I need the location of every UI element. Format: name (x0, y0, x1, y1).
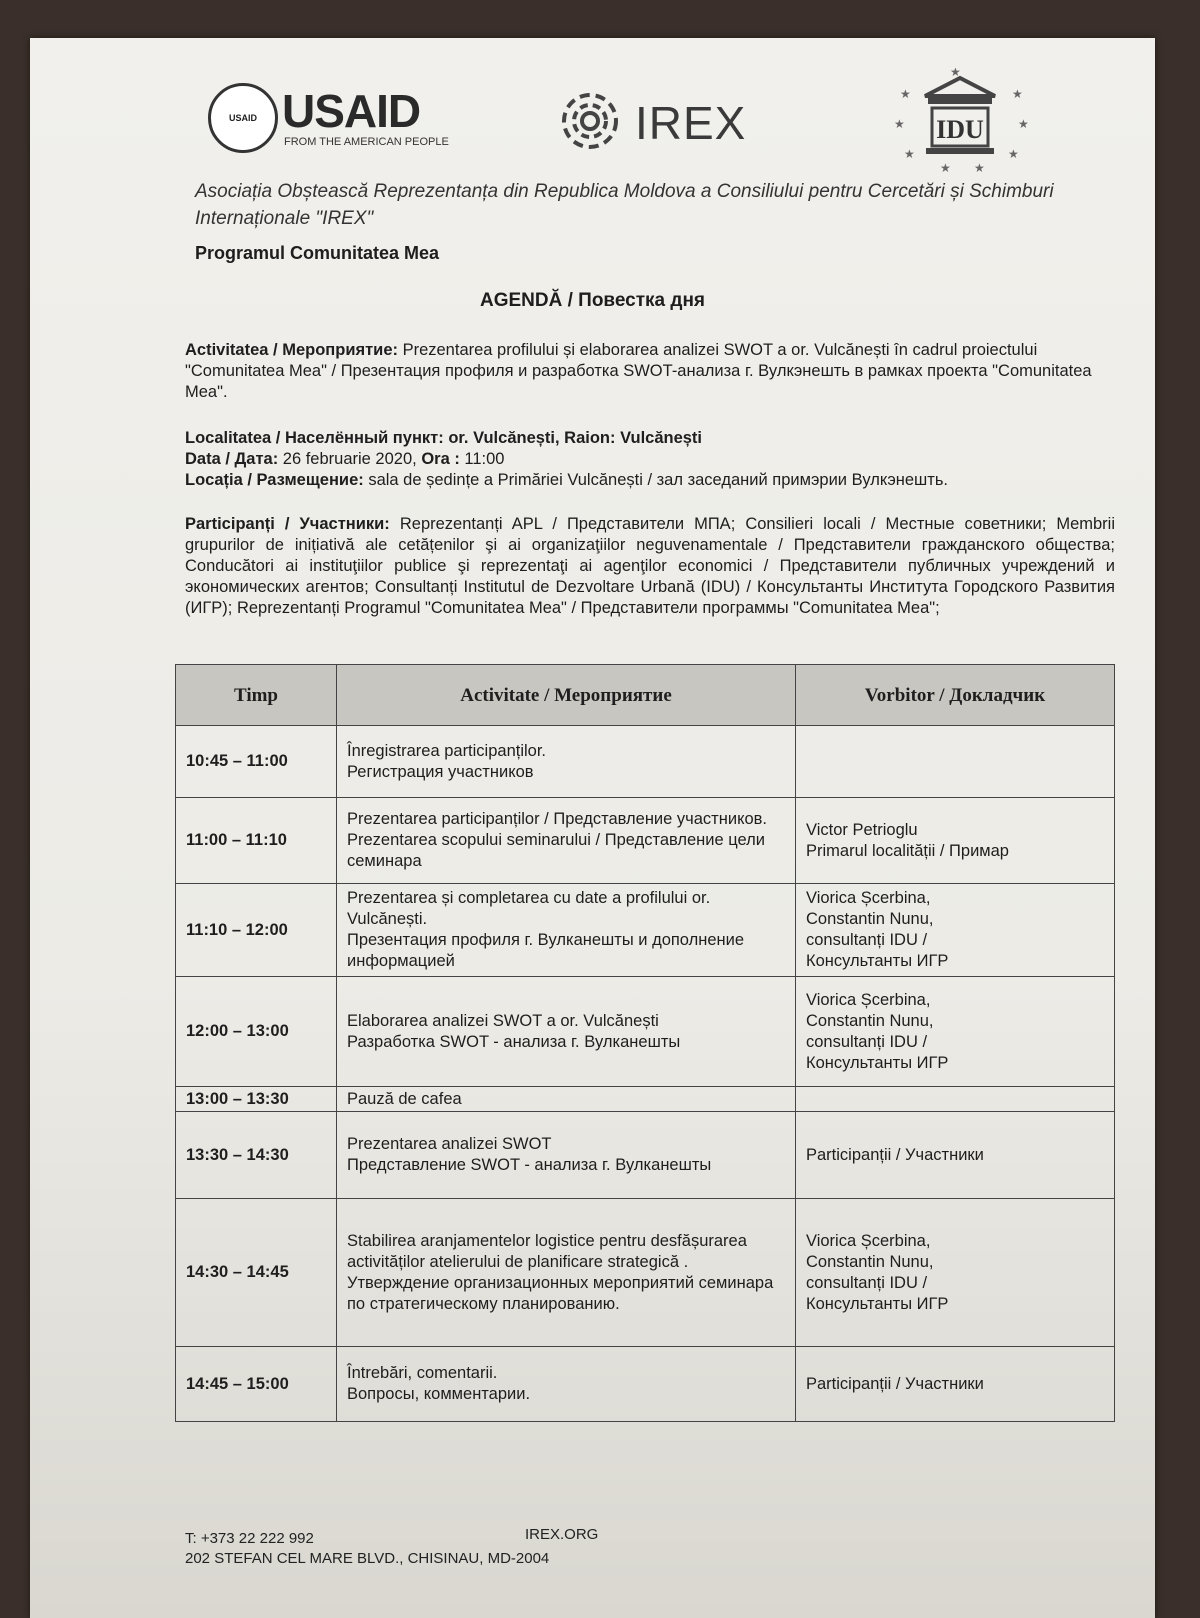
column-header-activity: Activitate / Мероприятие (337, 665, 796, 726)
footer-phone: T: +373 22 222 992 (185, 1530, 314, 1547)
cell-activity: Înregistrarea participanților. Регистрация участников (337, 726, 796, 798)
table-row (176, 1199, 1115, 1347)
svg-text:★: ★ (1008, 147, 1019, 161)
cell-activity: Întrebări, comentarii. Вопросы, комментарии. (337, 1347, 796, 1422)
usaid-tagline: FROM THE AMERICAN PEOPLE (284, 136, 449, 148)
cell-activity: Stabilirea aranjamentelor logistice pentru desfășurarea activităților atelierului de planificare strategică . Утверждение организационных мероприятий семинара по стратегическому планированию. (337, 1199, 796, 1347)
cell-activity: Pauză de cafea (337, 1087, 796, 1112)
table-row (176, 977, 1115, 1087)
cell-time: 12:00 – 13:00 (176, 977, 337, 1087)
activity-field: Activitatea / Мероприятие: Prezentarea profilului și elaborarea analizei SWOT a or. Vulcănești în cadrul proiectului "Comunitatea Mea" / Презентация профиля и разработка SWOT-анализа г. Вулкэнешть в рамках проекта "Comunitatea Mea". (185, 341, 1092, 401)
cell-speaker: Viorica Șcerbina, Constantin Nunu, consultanți IDU / Консультанты ИГР (796, 977, 1115, 1087)
organization-name: Asociația Obștească Reprezentanța din Republica Moldova a Consiliului pentru Cercetări și Schimburi Internaționale "IREX" (195, 181, 1054, 229)
location-field: Locația / Размещение: sala de ședințe a Primăriei Vulcănești / зал заседаний примэрии Вулкэнешть. (185, 471, 949, 489)
svg-text:★: ★ (894, 117, 905, 131)
svg-text:★: ★ (950, 68, 961, 79)
svg-text:★: ★ (1018, 117, 1029, 131)
table-row (176, 1087, 1115, 1112)
table-row (176, 726, 1115, 798)
irex-logo: IREX (635, 97, 747, 149)
svg-text:★: ★ (900, 87, 911, 101)
date-field: Data / Дата: 26 februarie 2020, Ora : 11:00 (185, 450, 505, 468)
cell-time: 11:00 – 11:10 (176, 798, 337, 884)
usaid-seal-logo: USAID (208, 83, 278, 153)
cell-time: 11:10 – 12:00 (176, 884, 337, 977)
agenda-table (175, 664, 1115, 1422)
table-row (176, 1347, 1115, 1422)
footer-address: 202 STEFAN CEL MARE BLVD., CHISINAU, MD-2004 (185, 1550, 550, 1567)
cell-speaker: Viorica Șcerbina, Constantin Nunu, consultanți IDU / Консультанты ИГР (796, 1199, 1115, 1347)
cell-time: 13:00 – 13:30 (176, 1087, 337, 1112)
cell-activity: Elaborarea analizei SWOT a or. Vulcănești Разработка SWOT - анализа г. Вулканешты (337, 977, 796, 1087)
cell-speaker: Participanții / Участники (796, 1347, 1115, 1422)
program-name: Programul Comunitatea Mea (195, 243, 440, 263)
document-page (30, 38, 1155, 1618)
idu-logo (890, 68, 1030, 178)
cell-speaker: Viorica Șcerbina, Constantin Nunu, consultanți IDU / Консультанты ИГР (796, 884, 1115, 977)
page-title: AGENDĂ / Повестка дня (479, 290, 706, 311)
cell-speaker (796, 726, 1115, 798)
footer-website: IREX.ORG (525, 1526, 599, 1543)
svg-text:★: ★ (940, 161, 951, 175)
cell-activity: Prezentarea analizei SWOT Представление SWOT - анализа г. Вулканешты (337, 1112, 796, 1199)
cell-time: 14:30 – 14:45 (176, 1199, 337, 1347)
cell-activity: Prezentarea și completarea cu date a profilului or. Vulcănești. Презентация профиля г. Вулканешты и дополнение информацией (337, 884, 796, 977)
irex-mark-icon (555, 86, 625, 156)
column-header-time: Timp (176, 665, 337, 726)
svg-text:IDU: IDU (936, 115, 984, 144)
cell-time: 13:30 – 14:30 (176, 1112, 337, 1199)
table-row (176, 884, 1115, 977)
svg-text:★: ★ (1012, 87, 1023, 101)
cell-time: 10:45 – 11:00 (176, 726, 337, 798)
cell-speaker: Victor Petrioglu Primarul localității / Примар (796, 798, 1115, 884)
cell-speaker (796, 1087, 1115, 1112)
svg-text:★: ★ (974, 161, 985, 175)
usaid-logo: USAID (282, 85, 421, 137)
table-row (176, 1112, 1115, 1199)
column-header-speaker: Vorbitor / Докладчик (796, 665, 1115, 726)
table-row (176, 798, 1115, 884)
svg-text:★: ★ (904, 147, 915, 161)
locality-field: Localitatea / Населённый пункт: or. Vulcănești, Raion: Vulcănești (185, 429, 703, 447)
cell-activity: Prezentarea participanților / Представление участников. Prezentarea scopului seminarului / Представление цели семинара (337, 798, 796, 884)
cell-speaker: Participanții / Участники (796, 1112, 1115, 1199)
participants-field: Participanți / Участники: Reprezentanți APL / Представители МПА; Consilieri locali / Местные советники; Membrii grupurilor de inițiativă ale cetățenilor şi ai organizaţiilor neguvenamentale / Представители гражданского общества; Conducători ai instituţiilor publice şi reprezentaţi ai agenţilor economici / Представители публичных учреждений и экономических агентов; Consultanți Institutul de Dezvoltare Urbană (IDU) / Консультанты Института Городского Развития (ИГР); Reprezentanți Programul "Comunitatea Mea" / Представители программы "Comunitatea Mea"; (185, 515, 1115, 617)
cell-time: 14:45 – 15:00 (176, 1347, 337, 1422)
